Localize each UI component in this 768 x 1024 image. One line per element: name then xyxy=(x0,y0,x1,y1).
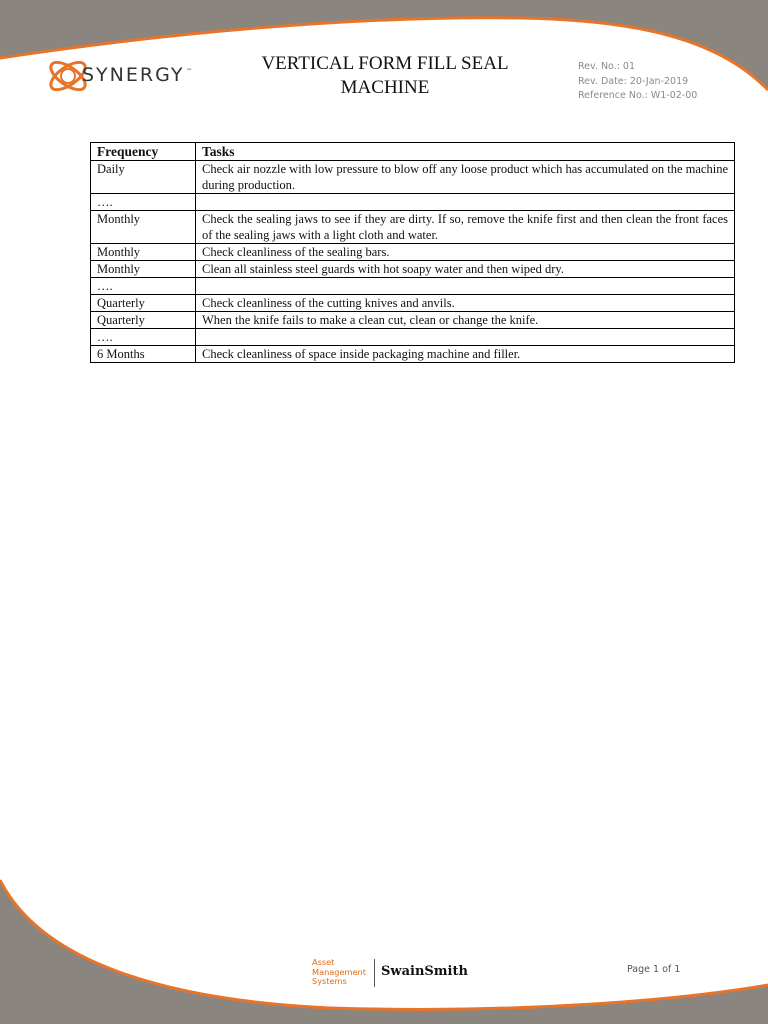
title-line-2: MACHINE xyxy=(340,77,430,98)
table-row xyxy=(91,329,735,346)
table-row xyxy=(91,295,735,312)
table-header-row xyxy=(91,143,735,161)
document-meta xyxy=(578,60,697,104)
task-cell: Check cleanliness of the cutting knives and anvils. xyxy=(196,295,735,312)
task-cell xyxy=(196,194,735,211)
table-row xyxy=(91,312,735,329)
task-cell: Check the sealing jaws to see if they are dirty. If so, remove the knife first and then clean the front faces of the sealing jaws with a light cloth and water. xyxy=(196,211,735,244)
table-row xyxy=(91,278,735,295)
title-line-1: VERTICAL FORM FILL SEAL xyxy=(261,53,509,74)
task-cell: Check cleanliness of space inside packaging machine and filler. xyxy=(196,346,735,363)
asset-line-3: Systems xyxy=(312,976,347,986)
frequency-cell: 6 Months xyxy=(91,346,196,363)
task-cell: Clean all stainless steel guards with hot soapy water and then wiped dry. xyxy=(196,261,735,278)
footer-divider xyxy=(374,959,375,987)
task-cell: Check cleanliness of the sealing bars. xyxy=(196,244,735,261)
frequency-cell: Quarterly xyxy=(91,312,196,329)
table-row xyxy=(91,346,735,363)
maintenance-tasks-table xyxy=(90,142,735,363)
rev-date: Rev. Date: 20-Jan-2019 xyxy=(578,75,689,87)
frequency-cell: Quarterly xyxy=(91,295,196,312)
header-frequency: Frequency xyxy=(91,143,196,161)
rev-no: Rev. No.: 01 xyxy=(578,61,636,72)
task-cell: When the knife fails to make a clean cut, clean or change the knife. xyxy=(196,312,735,329)
reference-no: Reference No.: W1-02-00 xyxy=(578,90,698,101)
task-cell: Check air nozzle with low pressure to blow off any loose product which has accumulated on the machine during production. xyxy=(196,161,735,194)
table-row xyxy=(91,261,735,278)
task-cell xyxy=(196,278,735,295)
frequency-cell: Monthly xyxy=(91,211,196,244)
frequency-cell: Monthly xyxy=(91,261,196,278)
logo-wordmark: SYNERGY xyxy=(82,64,185,86)
asset-line-2: Management xyxy=(312,966,366,977)
table-row xyxy=(91,194,735,211)
task-cell xyxy=(196,329,735,346)
swainsmith-logo: SwainSmith xyxy=(381,964,468,979)
asset-line-1: Asset xyxy=(312,957,335,967)
table-row xyxy=(91,244,735,261)
logo-trademark: ™ xyxy=(186,68,192,75)
frequency-cell: …. xyxy=(91,329,196,346)
frequency-cell: Daily xyxy=(91,161,196,194)
table-row xyxy=(91,161,735,194)
header-tasks: Tasks xyxy=(196,143,735,161)
document-title xyxy=(240,52,530,100)
frequency-cell: Monthly xyxy=(91,244,196,261)
frequency-cell: …. xyxy=(91,194,196,211)
asset-management-systems-logo xyxy=(312,958,366,987)
frequency-cell: …. xyxy=(91,278,196,295)
table-row xyxy=(91,211,735,244)
page-number: Page 1 of 1 xyxy=(627,964,681,975)
